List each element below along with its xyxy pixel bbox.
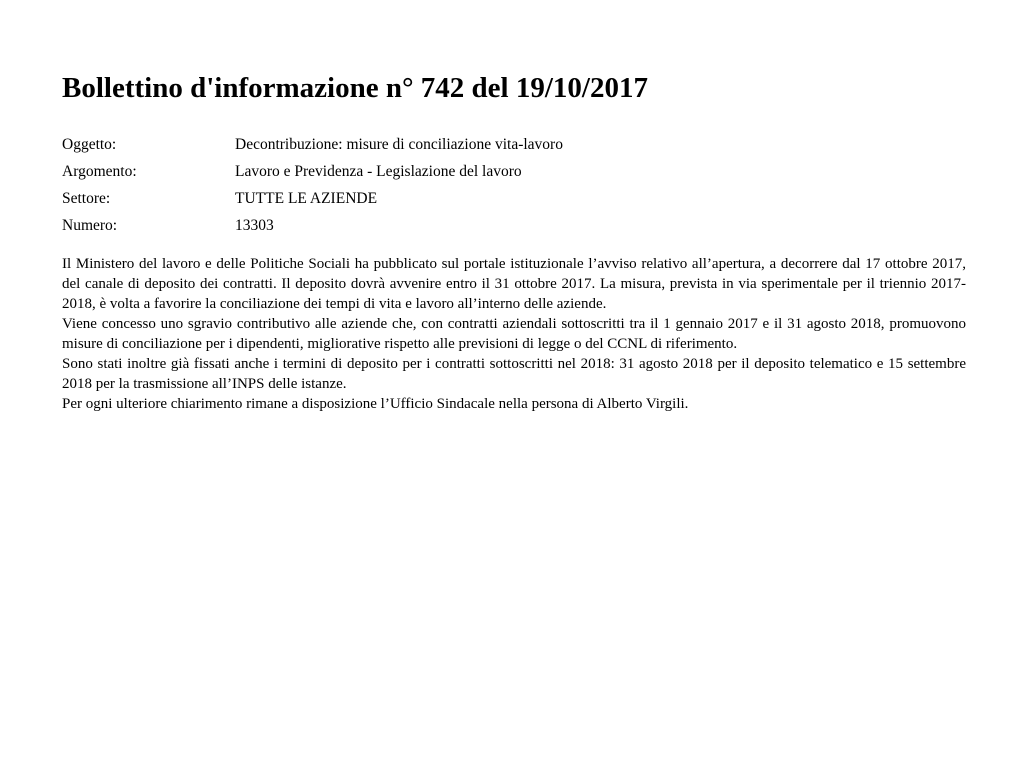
body-paragraph-1: Il Ministero del lavoro e delle Politiche Sociali ha pubblicato sul portale istituzionale l’avviso relativo all’apertura, a decorrere dal 17 ottobre 2017, del canale di deposito dei contratti. Il deposito dovrà avvenire entro il 31 ottobre 2017. La misura, prevista in via sperimentale per il triennio 2017-2018, è volta a favorire la conciliazione dei tempi di vita e lavoro all’interno delle aziende. <box>62 256 966 312</box>
metadata-value-numero: 13303 <box>235 217 274 234</box>
metadata-value-oggetto: Decontribuzione: misure di conciliazione vita-lavoro <box>235 136 563 153</box>
metadata-label-argomento: Argomento: <box>62 163 137 180</box>
metadata-row-oggetto <box>62 131 563 158</box>
metadata-value-settore: TUTTE LE AZIENDE <box>235 190 378 207</box>
metadata-row-settore <box>62 185 563 212</box>
metadata-label-numero: Numero: <box>62 217 118 234</box>
body-text-block <box>62 254 966 414</box>
body-paragraph-4: Per ogni ulteriore chiarimento rimane a disposizione l’Ufficio Sindacale nella persona di Alberto Virgili. <box>62 396 689 412</box>
metadata-label-settore: Settore: <box>62 190 111 207</box>
body-paragraph-3: Sono stati inoltre già fissati anche i termini di deposito per i contratti sottoscritti nel 2018: 31 agosto 2018 per il deposito telematico e 15 settembre 2018 per la trasmissione all’INPS delle istanze. <box>62 356 966 392</box>
metadata-row-argomento <box>62 158 563 185</box>
metadata-value-argomento: Lavoro e Previdenza - Legislazione del lavoro <box>235 163 522 180</box>
body-paragraph-2: Viene concesso uno sgravio contributivo alle aziende che, con contratti aziendali sottoscritti tra il 1 gennaio 2017 e il 31 agosto 2018, promuovono misure di conciliazione per i dipendenti, migliorative rispetto alle previsioni di legge o del CCNL di riferimento. <box>62 316 966 352</box>
metadata-block <box>62 131 563 239</box>
metadata-row-numero <box>62 212 563 239</box>
page-title: Bollettino d'informazione n° 742 del 19/10/2017 <box>62 72 648 104</box>
metadata-label-oggetto: Oggetto: <box>62 136 117 153</box>
